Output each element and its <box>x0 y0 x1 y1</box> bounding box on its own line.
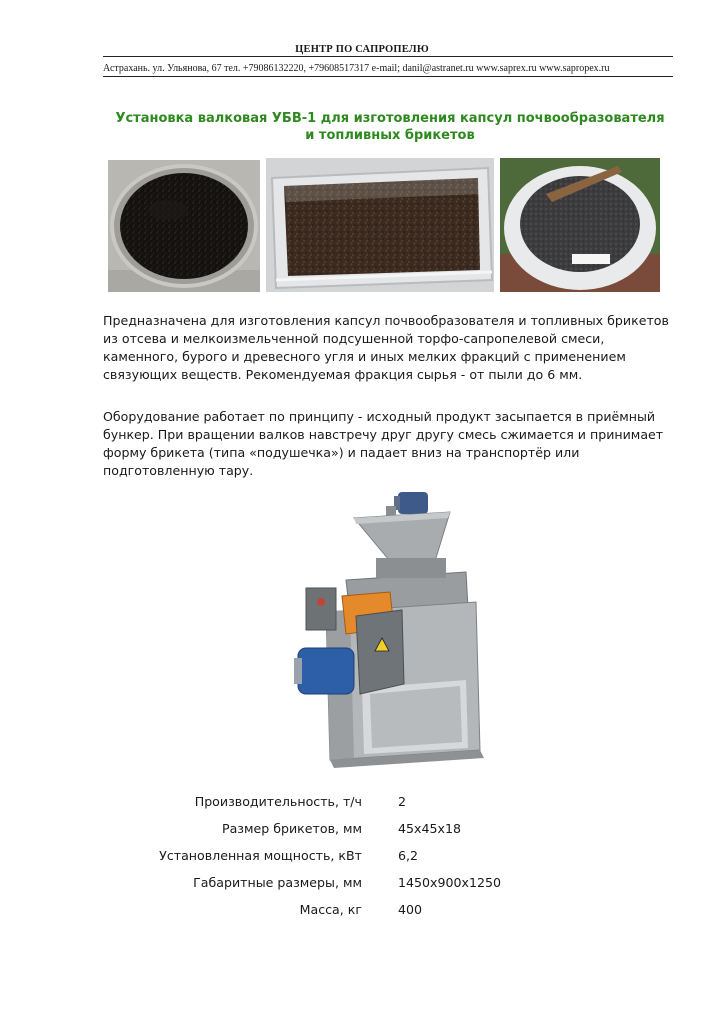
header-rule-bottom <box>103 76 673 77</box>
spec-row <box>0 848 724 872</box>
spec-label: Производительность, т/ч <box>194 794 362 809</box>
spec-label: Установленная мощность, кВт <box>159 848 362 863</box>
header-title: ЦЕНТР ПО САПРОПЕЛЮ <box>295 44 429 55</box>
spec-row <box>0 875 724 899</box>
document-title-line-2: и топливных брикетов <box>305 128 475 143</box>
spec-value: 1450х900х1250 <box>398 875 502 890</box>
spec-label: Габаритные размеры, мм <box>193 875 362 890</box>
photo-grey-mixture-in-bowl <box>500 158 660 292</box>
spec-value: 400 <box>398 902 423 917</box>
header-contacts: Астрахань. ул. Ульянова, 67 тел. +79086132220, +79608517317 e-mail; danil@astranet.ru www.saprex.ru www.sapropex.ru <box>103 63 610 74</box>
photo-dark-mixture-in-dish <box>108 160 260 292</box>
spec-label: Размер брикетов, мм <box>221 821 362 836</box>
spec-value: 2 <box>398 794 407 809</box>
spec-value: 6,2 <box>398 848 419 863</box>
machine-photo <box>290 488 490 773</box>
document-title-line-1: Установка валковая УБВ-1 для изготовления капсул почвообразователя <box>115 111 665 126</box>
spec-row <box>0 821 724 845</box>
document-title <box>90 110 690 144</box>
spec-row <box>0 902 724 926</box>
principle-paragraph: Оборудование работает по принципу - исходный продукт засыпается в приёмный бункер. При вращении валков навстречу друг другу смесь сжимается и принимает форму брикета (типа «подушечка») и падает вниз на транспортёр или подготовленную тару. <box>103 409 664 478</box>
photo-brown-mixture-in-tray <box>266 158 494 292</box>
spec-row <box>0 794 724 818</box>
spec-label: Масса, кг <box>299 902 362 917</box>
header-rule-top <box>103 56 673 57</box>
description-paragraph: Предназначена для изготовления капсул почвообразователя и топливных брикетов из отсева и мелкоизмельченной подсушенной торфо-сапропелевой смеси, каменного, бурого и древесного угля и иных мелких фракций с применением связующих веществ. Рекомендуемая фракция сырья - от пыли до 6 мм. <box>103 313 669 382</box>
spec-value: 45х45х18 <box>398 821 461 836</box>
